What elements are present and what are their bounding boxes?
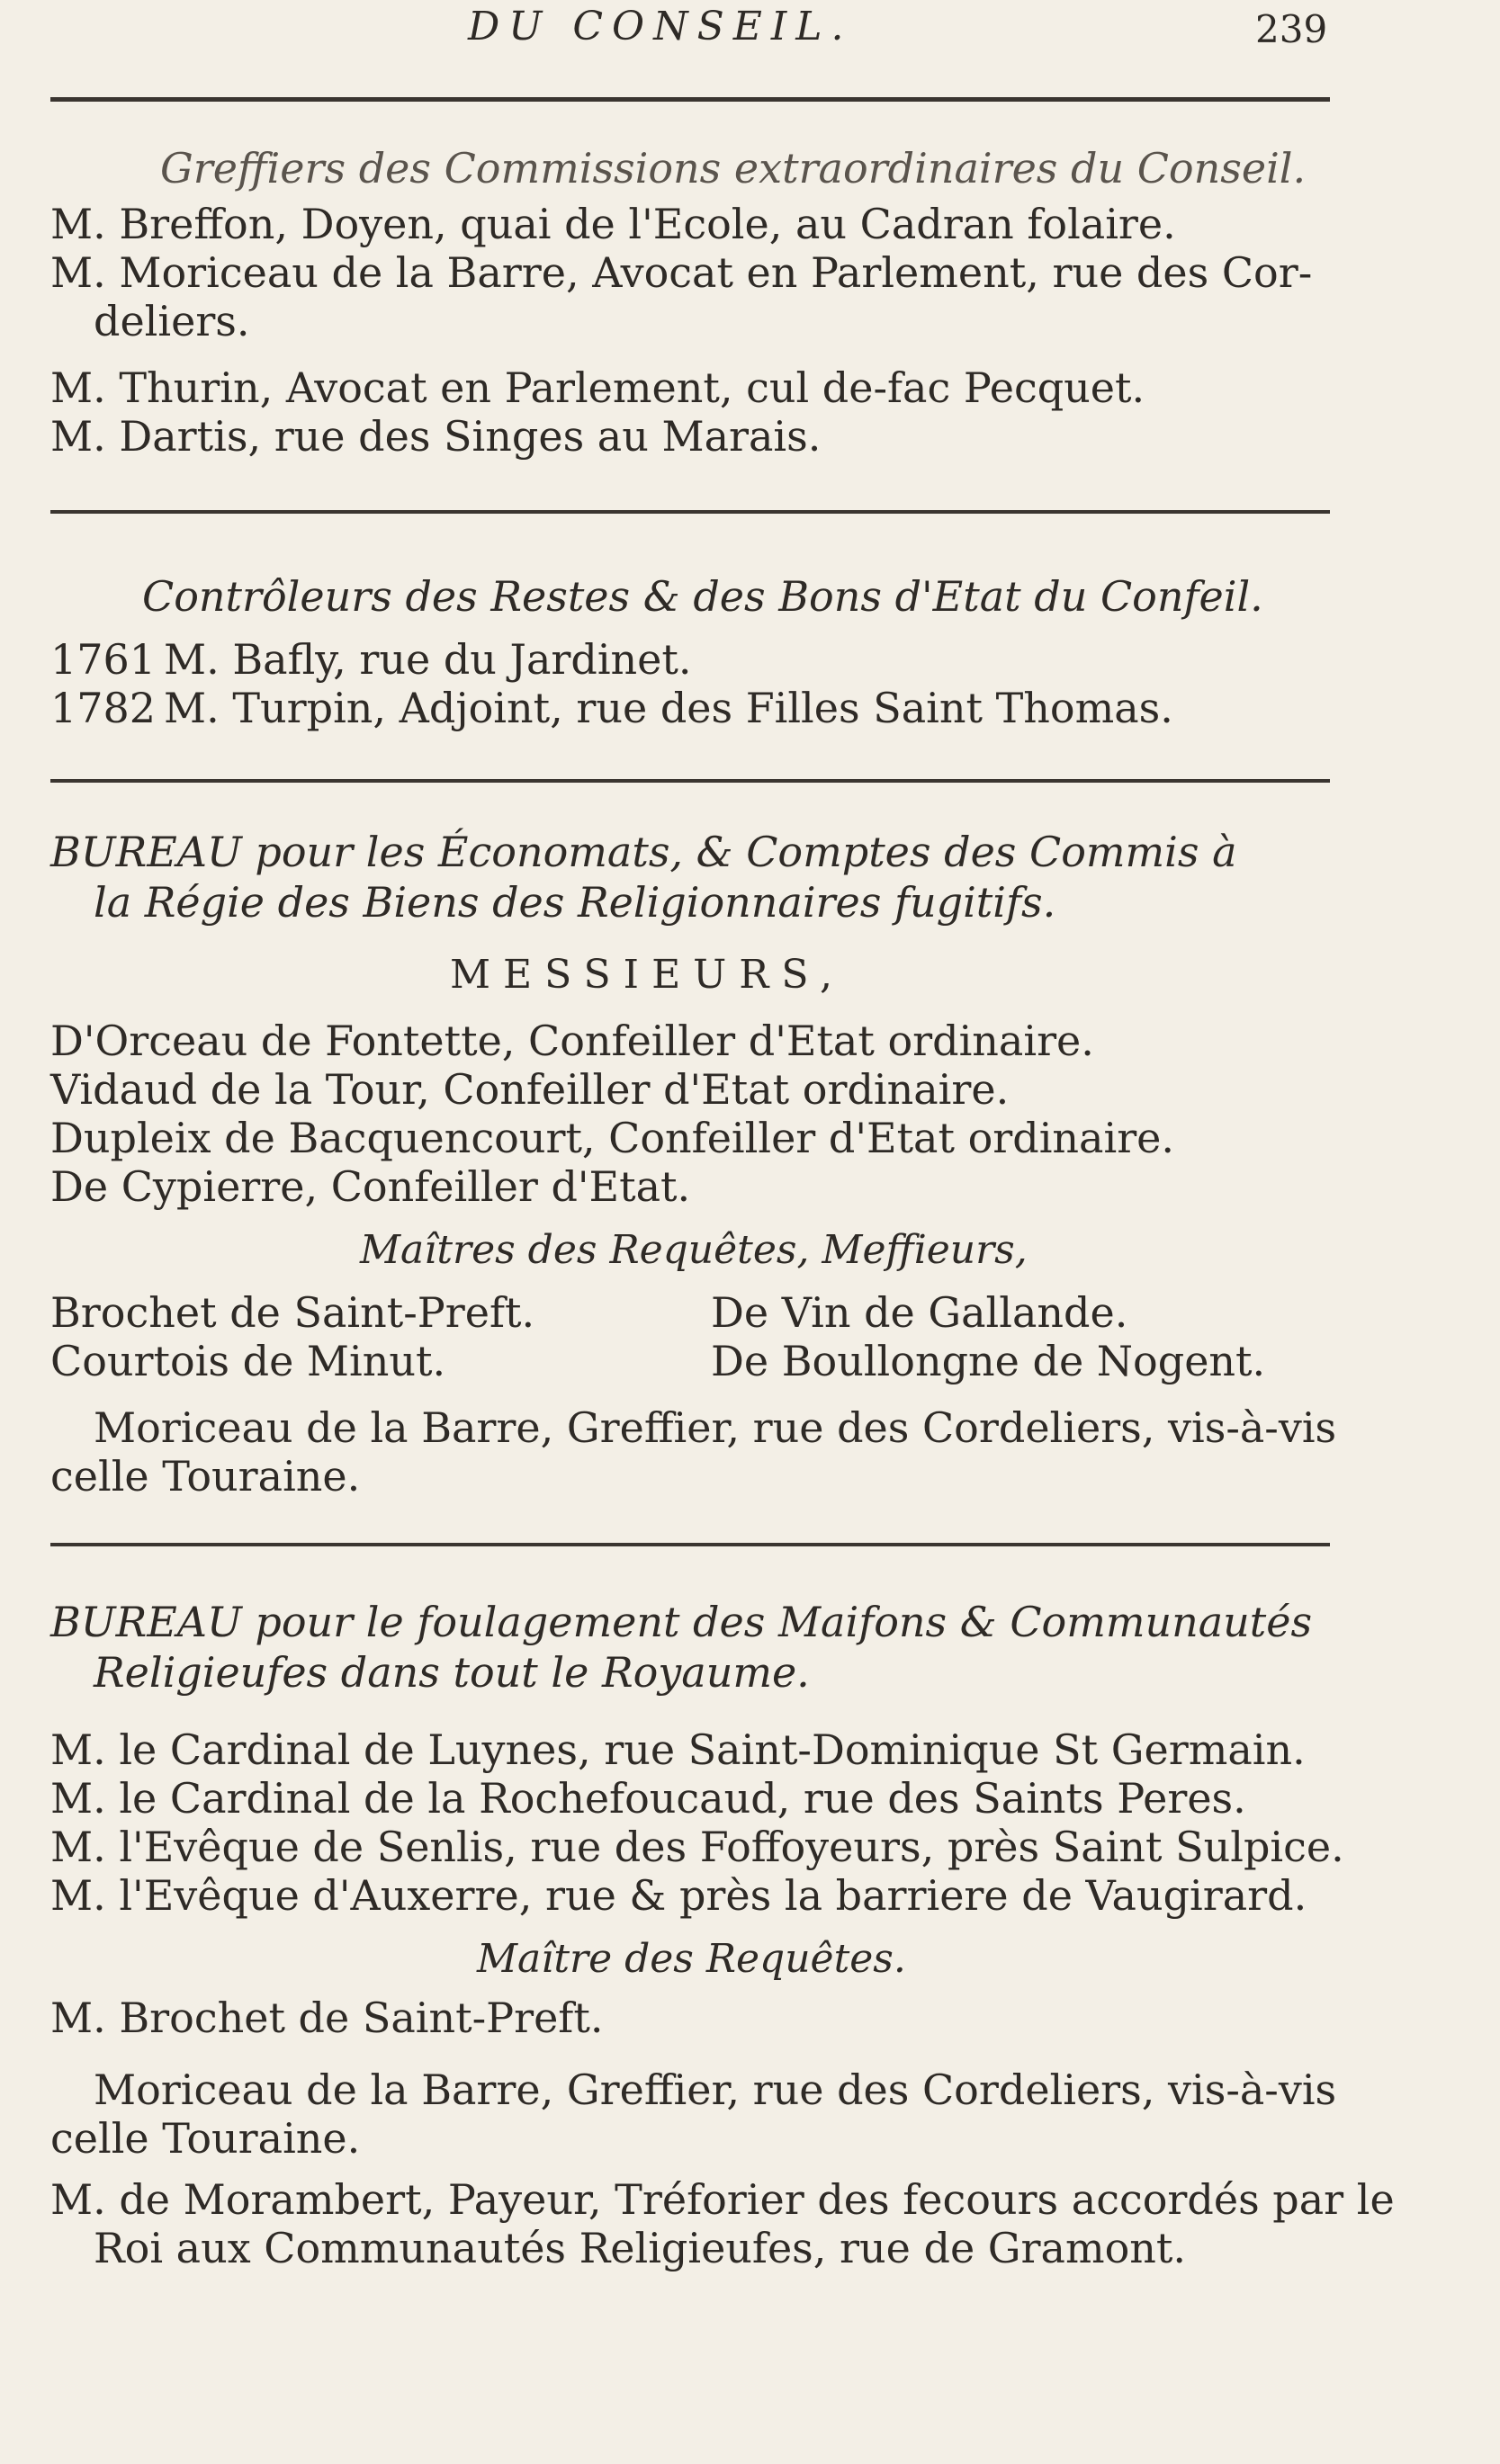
payeur-line: Roi aux Communautés Religieufes, rue de Gramont. [94, 2224, 1186, 2272]
maitre-line: M. Brochet de Saint-Preft. [50, 1994, 604, 2042]
greffier-line: celle Touraine. [50, 2114, 361, 2163]
greffier-line: celle Touraine. [50, 1452, 361, 1501]
running-header: DU CONSEIL. [468, 4, 853, 49]
member-line: M. le Cardinal de Luynes, rue Saint-Dominique St Germain. [50, 1725, 1306, 1774]
entry-line: M. Dartis, rue des Singes au Marais. [50, 412, 822, 461]
maitre-left: Courtois de Minut. [50, 1337, 446, 1385]
entry-line: M. Thurin, Avocat en Parlement, cul de-fac Pecquet. [50, 363, 1145, 412]
year-label: 1782 [50, 684, 157, 732]
greffier-line: Moriceau de la Barre, Greffier, rue des Cordeliers, vis-à-vis [94, 2065, 1337, 2114]
subheading-maitres: Maîtres des Requêtes, Meffieurs, [360, 1227, 1028, 1273]
year-label: 1761 [50, 635, 157, 684]
section-heading-controleurs: Contrôleurs des Restes & des Bons d'Etat du Confeil. [142, 572, 1263, 621]
messieurs-label: MESSIEURS, [450, 952, 845, 998]
maitre-right: De Vin de Gallande. [711, 1288, 1128, 1337]
section-rule [50, 510, 1330, 514]
member-line: De Cypierre, Confeiller d'Etat. [50, 1162, 691, 1211]
member-line: D'Orceau de Fontette, Confeiller d'Etat ordinaire. [50, 1017, 1094, 1065]
subheading-maitre: Maître des Requêtes. [477, 1936, 906, 1982]
maitre-left: Brochet de Saint-Preft. [50, 1288, 535, 1337]
entry-line: M. Bafly, rue du Jardinet. [164, 635, 692, 684]
member-line: M. l'Evêque de Senlis, rue des Foffoyeurs, près Saint Sulpice. [50, 1823, 1344, 1871]
member-line: M. l'Evêque d'Auxerre, rue & près la barriere de Vaugirard. [50, 1871, 1307, 1920]
payeur-line: M. de Morambert, Payeur, Tréforier des fecours accordés par le [50, 2175, 1395, 2224]
entry-line: M. Moriceau de la Barre, Avocat en Parlement, rue des Cor- [50, 248, 1313, 297]
section-heading-greffiers: Greffiers des Commissions extraordinaires du Conseil. [160, 144, 1307, 193]
maitre-right: De Boullongne de Nogent. [711, 1337, 1266, 1385]
header-rule [50, 97, 1330, 102]
section-rule [50, 1543, 1330, 1546]
greffier-line: Moriceau de la Barre, Greffier, rue des Cordeliers, vis-à-vis [94, 1403, 1337, 1452]
section-rule [50, 779, 1330, 783]
page-number: 239 [1255, 7, 1328, 51]
member-line: M. le Cardinal de la Rochefoucaud, rue des Saints Peres. [50, 1774, 1246, 1823]
entry-line: M. Breffon, Doyen, quai de l'Ecole, au Cadran folaire. [50, 200, 1176, 248]
entry-line: M. Turpin, Adjoint, rue des Filles Saint Thomas. [164, 684, 1173, 732]
member-line: Vidaud de la Tour, Confeiller d'Etat ordinaire. [50, 1065, 1010, 1114]
section-heading-continued: Religieufes dans tout le Royaume. [94, 1648, 810, 1697]
section-heading-bureau-economats: BUREAU pour les Économats, & Comptes des Commis à [50, 828, 1237, 876]
section-heading-continued: la Régie des Biens des Religionnaires fugitifs. [94, 878, 1056, 927]
section-heading-bureau-foulagement: BUREAU pour le foulagement des Maifons & Communautés [50, 1598, 1313, 1646]
entry-line: deliers. [94, 297, 250, 345]
member-line: Dupleix de Bacquencourt, Confeiller d'Etat ordinaire. [50, 1114, 1175, 1162]
